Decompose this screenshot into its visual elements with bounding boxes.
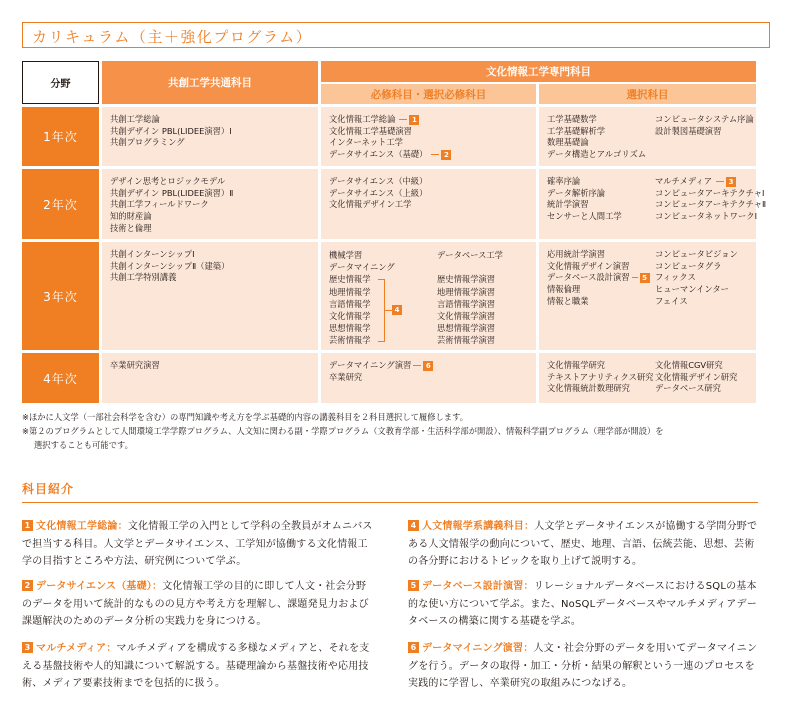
subject: コンピュータビジョン: [655, 249, 738, 259]
intro-item-5: [408, 578, 760, 631]
badge-4: 4: [408, 520, 419, 531]
subject: 文化情報学演習: [437, 311, 496, 321]
subject: コンピュータグラ: [655, 260, 722, 271]
year-4-elective: [539, 353, 756, 403]
subject: 文化情報CGV研究: [655, 360, 723, 370]
subject: 情報と職業: [547, 295, 589, 306]
connector-line: [716, 181, 724, 182]
subject: 文化情報デザイン工学: [329, 199, 412, 210]
subject: 歴史情報学演習: [437, 274, 496, 285]
intro-item-3: [22, 640, 374, 693]
year-3-common: [102, 242, 318, 350]
year-3-elective: [539, 242, 756, 350]
subject: データサイエンス（基礎） 2: [329, 149, 528, 161]
footnote: ※ほかに人文学（一部社会科学を含む）の専門知識や考え方を学ぶ基礎的内容の講義科目を２科目選択して履修します。: [22, 412, 469, 422]
badge-5: 5: [408, 580, 419, 591]
subject: 地理情報学: [329, 286, 371, 297]
subject: 共創工学フィールドワーク: [110, 199, 209, 210]
connector-line: [385, 310, 392, 311]
year-1-required: [321, 107, 536, 166]
connector-line: [431, 154, 439, 155]
intro-item-6: [408, 640, 760, 693]
subject: コンピュータネットワークⅠ: [655, 211, 758, 222]
year-4-required: [321, 353, 536, 403]
curriculum-title: カリキュラム（主＋強化プログラム）: [32, 28, 313, 46]
subject: データベース工学: [437, 250, 503, 260]
subject: コンピュータアーキテクチャⅡ: [655, 199, 767, 210]
intro-body: 文化情報工学の目的に即して人文・社会分野のデータを用いて統計的なものの見方や考え方を理解し、課題発見力および課題解決のためのデータ分析の実践力を身につける。: [22, 581, 369, 627]
subject: コンピュータアーキテクチャⅠ: [655, 187, 765, 198]
year-2-common: [102, 169, 318, 239]
subject: 共創デザイン PBL(LIDEE演習）Ⅱ: [110, 187, 234, 198]
intro-body: 文化情報工学の入門として学科の全教員がオムニバスで担当する科目。人文学とデータサイエンス、工学知が協働する文化情報工学の目指すところや方法、研究例について学ぶ。: [22, 521, 373, 567]
subject: 思想情報学: [329, 323, 371, 334]
subject: データマイニング演習 6: [329, 360, 528, 372]
year-4-label: 4年次: [22, 353, 99, 403]
subject: 共創デザイン PBL(LIDEE演習）Ⅰ: [110, 125, 232, 136]
subject: データベース研究: [655, 383, 721, 394]
subject: マルチメディア 3: [655, 176, 766, 188]
subject: コンピュータシステム序論: [655, 114, 754, 124]
badge-1: 1: [22, 520, 33, 531]
subject: データ解析序論: [547, 187, 606, 198]
intro-item-1: [22, 518, 374, 571]
subject: 言語情報学演習: [437, 298, 496, 309]
intro-body: 人文・社会分野のデータを用いてデータマイニングを行う。データの取得・加工・分析・結果の解釈という一連のプロセスを実践的に学習し、卒業研究の取組みにつなげる。: [408, 643, 758, 689]
year-1-label: 1年次: [22, 107, 99, 166]
subject: 共創工学特別講義: [110, 272, 177, 283]
connector-line: [632, 277, 638, 278]
spacer: [437, 261, 503, 273]
header-common-subjects: 共創工学共通科目: [102, 61, 318, 104]
subject: 数理基礎論: [547, 137, 589, 148]
subject: センサーと人間工学: [547, 211, 622, 222]
bracket-humanities: [378, 279, 385, 342]
intro-heading: 人文情報学系講義科目：: [422, 521, 535, 532]
subject: データサイエンス（中級）: [329, 176, 428, 186]
badge-5: 5: [640, 273, 650, 283]
footnote: ※第２のプログラムとして人間環境工学学際プログラム、人文知に関わる副・学際プログラム（文教育学部・生活科学部が開設）、情報科学副プログラム（理学部が開設）を: [22, 426, 664, 436]
badge-2: 2: [441, 150, 451, 160]
badge-1: 1: [409, 115, 419, 125]
subject: データベース設計演習 5: [547, 272, 655, 284]
footnote: 選択することも可能です。: [34, 440, 133, 450]
badge-3: 3: [726, 177, 736, 187]
subject: インターネット工学: [329, 137, 403, 148]
subject: 技術と倫理: [110, 222, 152, 233]
subject: 統計学演習: [547, 199, 589, 210]
subject: 文化情報デザイン研究: [655, 371, 738, 382]
subject: 文化情報工学総論 1: [329, 114, 528, 126]
subject: 情報倫理: [547, 284, 581, 295]
header-elective-subjects: 選択科目: [539, 84, 756, 104]
subject: ヒューマンインター: [655, 284, 729, 295]
subject: フェイス: [655, 295, 688, 306]
badge-3: 3: [22, 642, 33, 653]
year-3-label: 3年次: [22, 242, 99, 350]
header-field: 分野: [22, 61, 99, 104]
subject: 共創インターンシップⅡ（建築）: [110, 260, 230, 271]
intro-heading: データベース設計演習：: [422, 581, 534, 592]
year-1-elective: [539, 107, 756, 166]
subject: 歴史情報学: [329, 274, 371, 285]
subject: データ構造とアルゴリズム: [547, 149, 647, 160]
year-3-required: [321, 242, 536, 350]
intro-body: マルチメディアを構成する多様なメディアと、それを支える基盤技術や人的知識について解説する。基礎理論から基盤技術や応用技術、メディア要素技術までを包括的に扱う。: [22, 643, 370, 689]
subject: 共創工学総論: [110, 114, 160, 124]
intro-item-2: [22, 578, 374, 631]
subject: 芸術情報学演習: [437, 335, 496, 346]
badge-6: 6: [423, 361, 433, 371]
subject: 共創プログラミング: [110, 137, 185, 148]
badge-6: 6: [408, 642, 419, 653]
connector-line: [413, 365, 421, 366]
connector-line: [399, 119, 407, 120]
subject: 文化情報統計数理研究: [547, 383, 630, 394]
intro-heading: マルチメディア：: [36, 643, 117, 654]
subject: 設計製図基礎演習: [655, 125, 722, 136]
subject: 文化情報工学基礎演習: [329, 125, 412, 136]
subject: 言語情報学: [329, 298, 371, 309]
subject: 応用統計学演習: [547, 249, 606, 259]
subject: データサイエンス（上級）: [329, 187, 428, 198]
badge-2: 2: [22, 580, 33, 591]
header-required-subjects: 必修科目・選択必修科目: [321, 84, 536, 104]
subject: 文化情報学研究: [547, 360, 606, 370]
year-2-elective: [539, 169, 767, 239]
intro-heading: データサイエンス（基礎）：: [36, 581, 163, 592]
subject: 機械学習: [329, 250, 363, 260]
subject: 地理情報学演習: [437, 286, 496, 297]
subject: 工学基礎数学: [547, 114, 597, 124]
badge-4: 4: [392, 305, 402, 315]
intro-heading: データマイニング演習：: [422, 643, 534, 654]
subject: 思想情報学演習: [437, 323, 496, 334]
subject: 工学基礎解析学: [547, 125, 606, 136]
subject: デザイン思考とロジックモデル: [110, 176, 226, 186]
section-divider: [22, 502, 758, 503]
subject: 共創インターンシップⅠ: [110, 249, 195, 259]
subject: 確率序論: [547, 176, 581, 186]
subject: 文化情報学: [329, 311, 371, 322]
subject: テキストアナリティクス研究: [547, 371, 654, 382]
footnotes: [22, 410, 782, 452]
year-2-label: 2年次: [22, 169, 99, 239]
subject: 卒業研究演習: [110, 360, 160, 370]
header-major-subjects: 文化情報工学専門科目: [321, 61, 756, 82]
intro-item-4: [408, 518, 760, 571]
subject: 芸術情報学: [329, 335, 371, 346]
subject: 知的財産論: [110, 211, 152, 222]
year-4-common: [102, 353, 318, 403]
intro-body: リレーショナルデータベースにおけるSQLの基本的な使い方について学ぶ。また、NoSQLデータベースやマルチメディアデータベースの構築に関する基礎を学ぶ。: [408, 581, 757, 627]
curriculum-title-box: [22, 22, 770, 48]
subject: 文化情報デザイン演習: [547, 260, 630, 271]
intro-heading: 文化情報工学総論：: [36, 521, 128, 532]
year-1-common: [102, 107, 318, 166]
section-title: 科目紹介: [22, 482, 75, 496]
subject: フィックス: [655, 272, 696, 283]
subject: データマイニング: [329, 262, 395, 273]
subject: 卒業研究: [329, 371, 363, 382]
intro-body: 人文学とデータサイエンスが協働する学問分野である人文情報学の動向について、歴史、地理、言語、伝統芸能、思想、芸術の各分野におけるトピックを取り上げて説明する。: [408, 521, 758, 567]
year-2-required: [321, 169, 536, 239]
